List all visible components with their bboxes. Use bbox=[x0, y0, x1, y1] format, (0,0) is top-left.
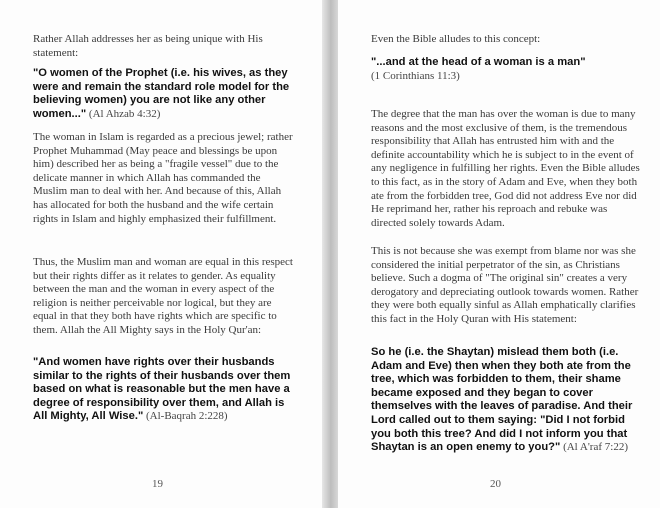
right-quote-1 bbox=[371, 56, 643, 83]
right-paragraph-3: This is not because she was exempt from blame nor was she considered the initial perpetrator of the sin, as Christians believe. Such a dogma of "The original sin" creates a very derogatory and depreciating outlook towards women. Rather they were both equally sinful as Allah emphatically clarifies this fact in the Holy Quran with His statement: bbox=[371, 245, 639, 325]
right-quote-2-ref: (Al A'raf 7:22) bbox=[560, 441, 628, 454]
left-quote-2 bbox=[33, 356, 295, 424]
left-quote-1-ref: (Al Ahzab 4:32) bbox=[86, 107, 161, 120]
left-paragraph-2: The woman in Islam is regarded as a precious jewel; rather Prophet Muhammad (May peace and blessings be upon him) described her as being a "fragile vessel" due to the delicate manner in which Allah has commanded the Muslim man to deal with her. And because of this, Allah has allocated for both the husband and the wife certain rights in Islam and highly emphasized their fulfillment. bbox=[33, 131, 293, 225]
left-quote-1-text: "O women of the Prophet (i.e. his wives, as they were and remain the standard role model for the believing women) you are not like any other women..." bbox=[33, 67, 290, 120]
right-quote-2 bbox=[371, 346, 643, 455]
right-quote-2-text: So he (i.e. the Shaytan) mislead them both (i.e. Adam and Eve) then when they both ate from the tree, which was forbidden to them, their shame became exposed and they began to cover themselves with the leaves of paradise. And their Lord called out to them saying: "Did I not forbid you both this tree? And did I not inform you that Shaytan is an open enemy to you?" bbox=[371, 346, 633, 454]
left-page bbox=[0, 0, 322, 508]
left-quote-2-text: "And women have rights over their husbands similar to the rights of their husbands over them based on what is reasonable but the men have a degree of responsibility over them, and Allah is All Mighty, All Wise." bbox=[33, 356, 291, 423]
left-paragraph-3: Thus, the Muslim man and woman are equal in this respect but their rights differ as it relates to gender. As equality between the man and the woman in every aspect of the religion is neither perceivable nor logical, but they are equal in that they both have rights which are specific to them. Allah the All Mighty says in the Holy Qur'an: bbox=[33, 256, 293, 336]
left-quote-1 bbox=[33, 67, 295, 121]
page-number-left: 19 bbox=[152, 478, 163, 490]
right-page bbox=[338, 0, 660, 508]
right-quote-1-ref: (1 Corinthians 11:3) bbox=[371, 69, 460, 82]
left-quote-2-ref: (Al-Baqrah 2:228) bbox=[143, 410, 228, 423]
right-quote-1-text: "...and at the head of a woman is a man" bbox=[371, 56, 586, 68]
right-paragraph-2: The degree that the man has over the woman is due to many reasons and the most exclusive of them, is the tremendous responsibility that Allah has entrusted him with and the definite accountability which he is subject to in the event of any negligence in fulfilling her rights. Even the Bible alludes to this fact, as in the story of Adam and Eve, when they both ate from the forbidden tree, God did not address Eve nor did He reprimand her, rather his reproach and rebuke was directed solely towards Adam. bbox=[371, 108, 640, 229]
book-gutter bbox=[322, 0, 338, 508]
right-paragraph-1: Even the Bible alludes to this concept: bbox=[371, 33, 541, 45]
left-paragraph-1: Rather Allah addresses her as being unique with His statement: bbox=[33, 33, 263, 59]
page-number-right: 20 bbox=[490, 478, 501, 490]
